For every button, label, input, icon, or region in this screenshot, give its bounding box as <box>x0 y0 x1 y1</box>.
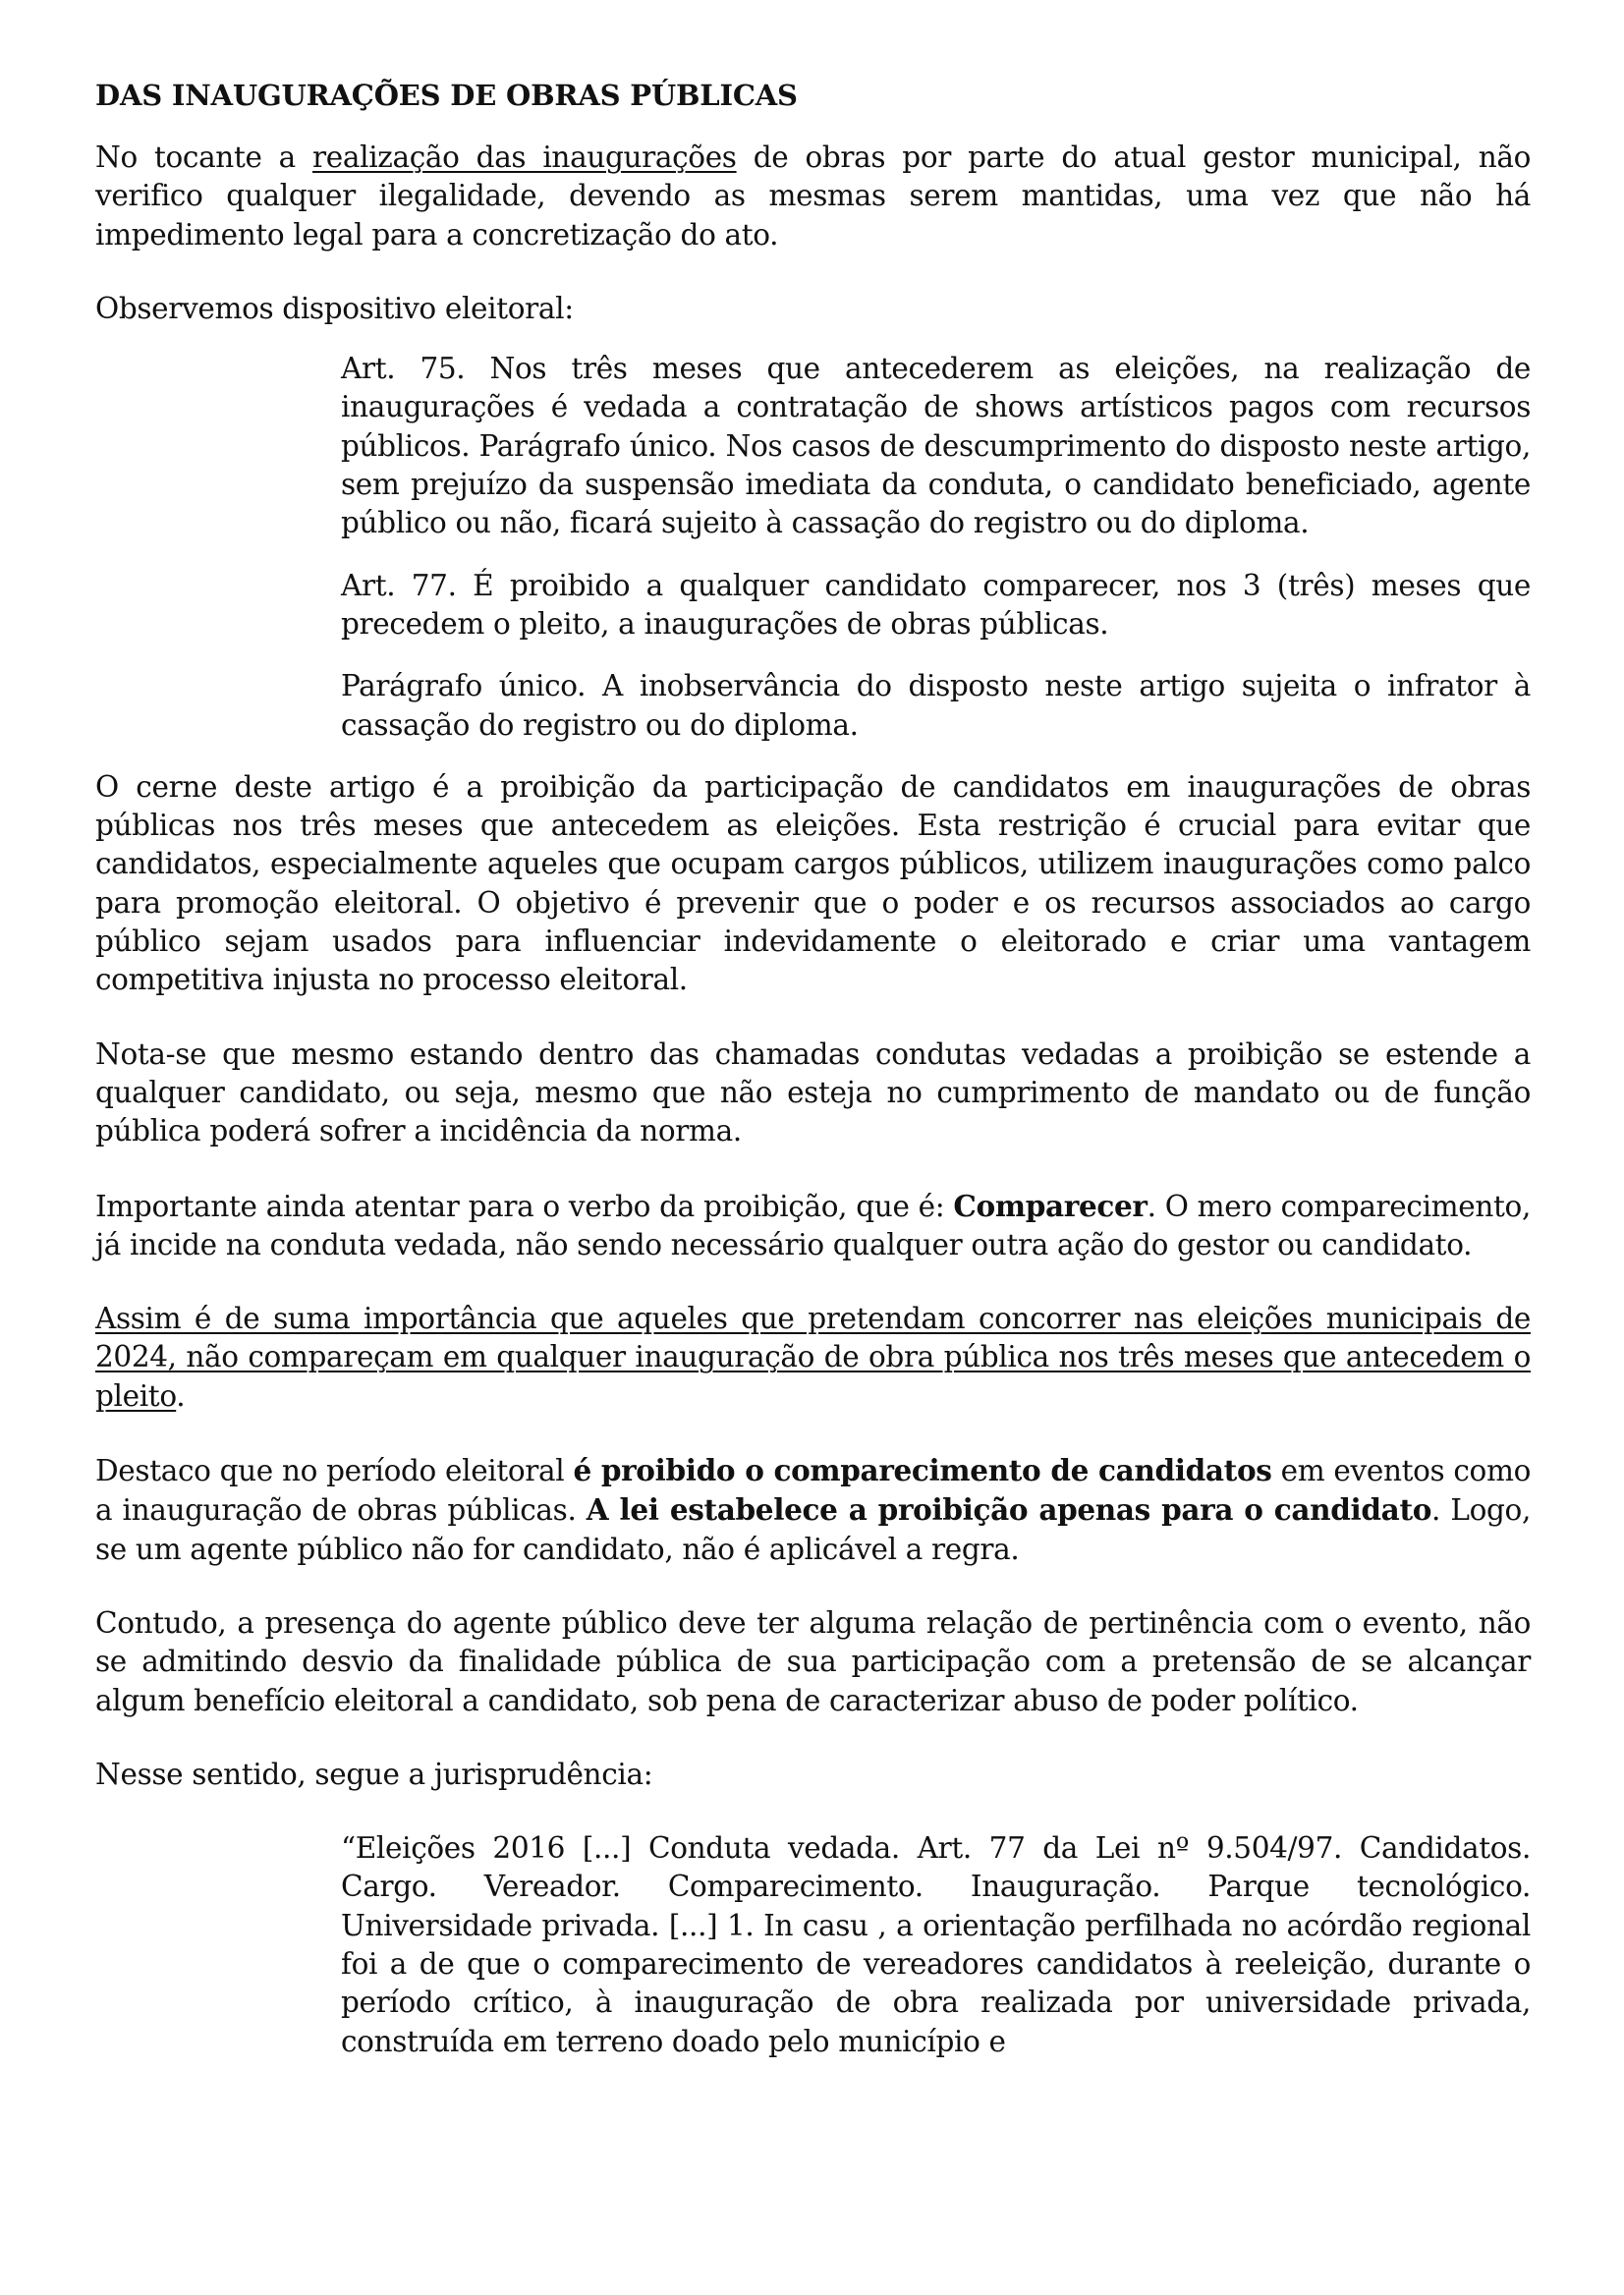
quote-paragrafo-unico: Parágrafo único. A inobservância do disposto neste artigo sujeita o infrator à cassação do registro ou do diploma. <box>341 669 1531 742</box>
text: Importante ainda atentar para o verbo da proibição, que é: <box>95 1189 954 1223</box>
text: em eventos como a inauguração de obras públicas. <box>95 1454 1531 1528</box>
document-page <box>95 77 1531 2085</box>
paragraph-cerne: O cerne deste artigo é a proibição da participação de candidatos em inaugurações de obras públicas nos três meses que antecedem as eleições. Esta restrição é crucial para evitar que candidatos, especialmente aqueles que ocupam cargos públicos, utilizem inaugurações como palco para promoção eleitoral. O objetivo é prevenir que o poder e os recursos associados ao cargo público sejam usados para influenciar indevidamente o eleitorado e criar uma vantagem competitiva injusta no processo eleitoral. <box>95 769 1531 997</box>
bold-text: A lei estabelece a proibição apenas para o candidato <box>586 1492 1432 1528</box>
underlined-text: realização das inaugurações <box>312 140 737 174</box>
blockquote-law <box>341 350 1531 745</box>
underlined-text: Assim é de suma importância que aqueles que pretendam concorrer nas eleições municipais de 2024, não compareçam em qualquer inauguração de obra pública nos três meses que antecedem o pleito <box>95 1302 1531 1413</box>
text: No tocante a <box>95 140 313 174</box>
paragraph-importante <box>95 1187 1531 1265</box>
paragraph-observemos: Observemos dispositivo eleitoral: <box>95 291 574 325</box>
paragraph-inaugurations <box>95 139 1531 254</box>
paragraph-destaco <box>95 1451 1531 1569</box>
quote-art-77: Art. 77. É proibido a qualquer candidato comparecer, nos 3 (três) meses que precedem o pleito, a inaugurações de obras públicas. <box>341 568 1531 641</box>
text: . Logo, se um agente público não for candidato, não é aplicável a regra. <box>95 1493 1531 1566</box>
quote-jurisprudence-text: “Eleições 2016 [...] Conduta vedada. Art. 77 da Lei nº 9.504/97. Candidatos. Cargo. Vereador. Comparecimento. Inauguração. Parque tecnológico. Universidade privada. [...] 1. In casu , a orientação perfilhada no acórdão regional foi a de que o comparecimento de vereadores candidatos à reeleição, durante o período crítico, à inauguração de obra realizada por universidade privada, construída em terreno doado pelo município e <box>341 1831 1531 2058</box>
section-heading: DAS INAUGURAÇÕES DE OBRAS PÚBLICAS <box>95 79 798 112</box>
text: . <box>176 1378 186 1413</box>
bold-text: Comparecer <box>953 1188 1148 1223</box>
bold-text: é proibido o comparecimento de candidatos <box>573 1453 1272 1488</box>
paragraph-jurisprudencia-intro: Nesse sentido, segue a jurisprudência: <box>95 1757 653 1791</box>
text: . O mero comparecimento, já incide na conduta vedada, não sendo necessário qualquer outra ação do gestor ou candidato. <box>95 1189 1531 1261</box>
text: de obras por parte do atual gestor municipal, não verifico qualquer ilegalidade, devendo as mesmas serem mantidas, uma vez que não há impedimento legal para a concretização do ato. <box>95 140 1531 252</box>
paragraph-contudo: Contudo, a presença do agente público deve ter alguma relação de pertinência com o evento, não se admitindo desvio da finalidade pública de sua participação com a pretensão de se alcançar algum benefício eleitoral a candidato, sob pena de caracterizar abuso de poder político. <box>95 1605 1531 1717</box>
text: Destaco que no período eleitoral <box>95 1454 574 1488</box>
paragraph-assim <box>95 1300 1531 1416</box>
paragraph-nota-se: Nota-se que mesmo estando dentro das chamadas condutas vedadas a proibição se estende a qualquer candidato, ou seja, mesmo que não esteja no cumprimento de mandato ou de função pública poderá sofrer a incidência da norma. <box>95 1036 1531 1148</box>
blockquote-jurisprudence <box>341 1829 1531 2061</box>
quote-art-75: Art. 75. Nos três meses que antecederem as eleições, na realização de inaugurações é vedada a contratação de shows artísticos pagos com recursos públicos. Parágrafo único. Nos casos de descumprimento do disposto neste artigo, sem prejuízo da suspensão imediata da conduta, o candidato beneficiado, agente público ou não, ficará sujeito à cassação do registro ou do diploma. <box>341 352 1531 540</box>
